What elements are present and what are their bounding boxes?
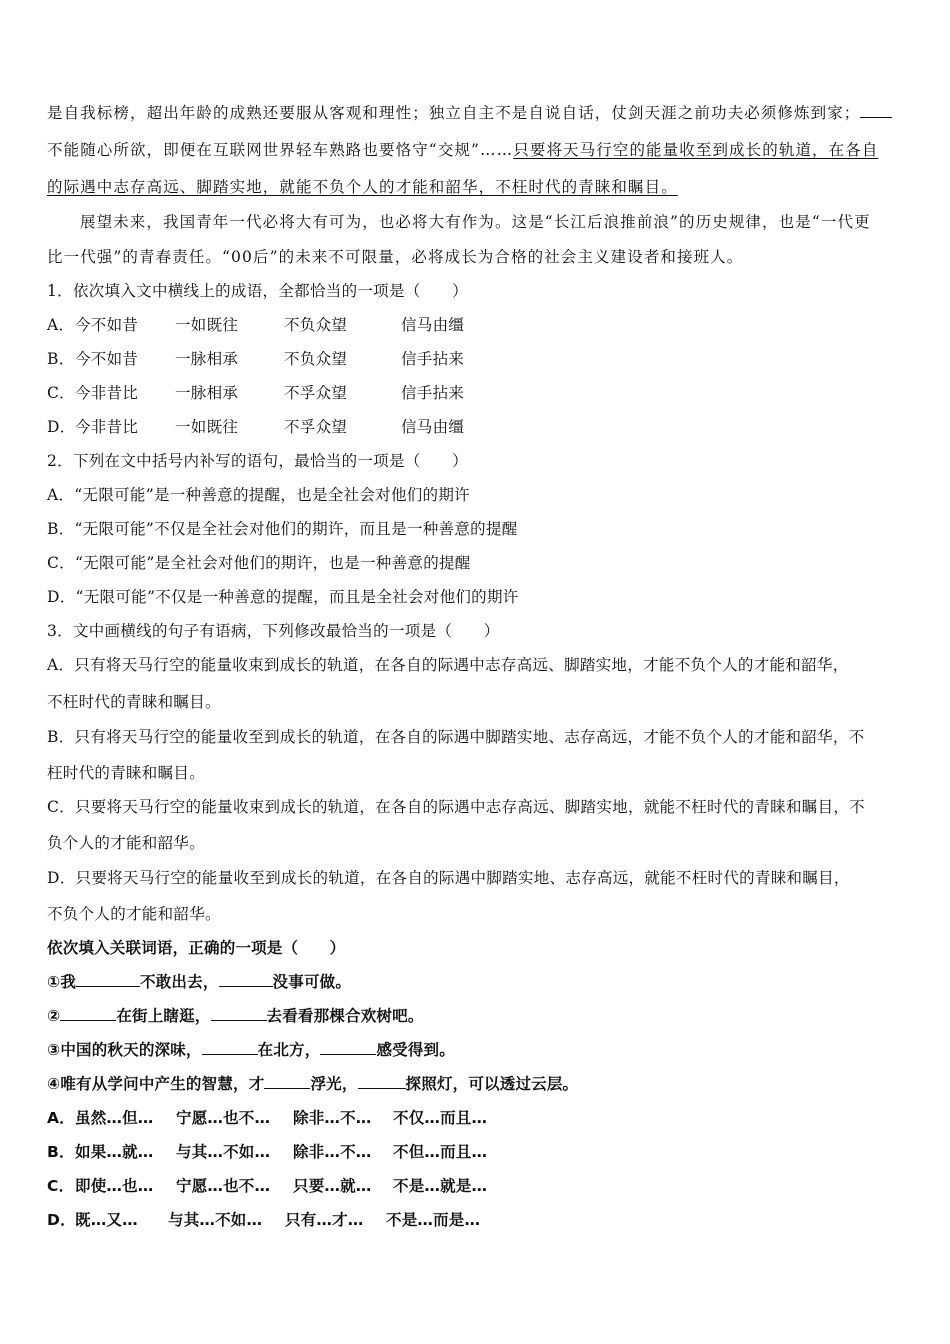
question-3-option-d[interactable]: D．只要将天马行空的能量收至到成长的轨道，在各自的际遇中脚踏实地、志存高远，就能不枉时代的青睐和瞩目， — [47, 869, 850, 887]
option-letter: D． — [47, 418, 76, 436]
sentence-text: ④唯有从学问中产生的智慧，才 — [47, 1075, 265, 1093]
fill-blank — [860, 103, 892, 118]
passage-line-5 — [47, 247, 743, 267]
underlined-sentence: 只要将天马行空的能量收至到成长的轨道，在各自 — [513, 141, 879, 159]
sentence-text: ③中国的秋天的深味， — [47, 1041, 202, 1059]
question-1-option-b[interactable] — [47, 349, 464, 369]
question-2-option-d[interactable]: D．“无限可能”不仅是一种善意的提醒，而且是全社会对他们的期许 — [47, 588, 519, 606]
option-letter: D． — [47, 1211, 76, 1229]
fill-blank — [264, 1074, 310, 1089]
sentence-text: ①我 — [47, 973, 77, 991]
question-1-stem: 1．依次填入文中横线上的成语，全都恰当的一项是（ ） — [47, 282, 468, 300]
option-letter: A． — [47, 1109, 75, 1127]
question-4-sentence-2 — [47, 1006, 424, 1026]
passage-line-2 — [47, 140, 878, 160]
option-item: 一脉相承 — [175, 384, 239, 402]
option-item: 与其…不如… — [168, 1211, 263, 1229]
question-1-option-a[interactable] — [47, 315, 464, 335]
option-item: 只要…就… — [293, 1177, 372, 1195]
question-4-sentence-1 — [47, 972, 351, 992]
question-3-option-b[interactable]: B．只有将天马行空的能量收至到成长的轨道，在各自的际遇中脚踏实地、志存高远，才能不负个人的才能和韶华，不 — [47, 728, 865, 746]
passage-line-3 — [47, 177, 678, 197]
sentence-text: 不敢出去， — [140, 973, 219, 991]
option-item: 不是…而是… — [386, 1211, 481, 1229]
sentence-text: 在街上瞎逛， — [116, 1007, 211, 1025]
option-item: 除非…不… — [293, 1143, 372, 1161]
option-letter: C． — [47, 384, 75, 402]
question-3-option-c[interactable]: C．只要将天马行空的能量收束到成长的轨道，在各自的际遇中志存高远、脚踏实地，就能不枉时代的青睐和瞩目，不 — [47, 798, 865, 816]
question-2-option-c[interactable]: C．“无限可能”是全社会对他们的期许，也是一种善意的提醒 — [47, 554, 471, 572]
option-item: 今非昔比 — [75, 418, 139, 436]
option-item: 除非…不… — [293, 1109, 372, 1127]
question-1-option-d[interactable] — [47, 417, 464, 437]
question-3-stem: 3．文中画横线的句子有语病，下列修改最恰当的一项是（ ） — [47, 622, 500, 640]
fill-blank — [76, 972, 140, 987]
option-item: 今非昔比 — [75, 384, 139, 402]
option-item: 只有…才… — [285, 1211, 364, 1229]
passage-text: 展望未来，我国青年一代必将大有可为，也必将大有作为。这是“长江后浪推前浪”的历史规律，也是“一代更 — [80, 213, 871, 231]
option-item: 信马由缰 — [401, 418, 465, 436]
question-3-option-c-cont[interactable]: 负个人的才能和韶华。 — [47, 834, 206, 852]
sentence-text: 在北方， — [257, 1041, 321, 1059]
question-3-option-d-cont[interactable]: 不负个人的才能和韶华。 — [47, 905, 221, 923]
option-item: 与其…不如… — [176, 1143, 271, 1161]
option-item: 虽然…但… — [75, 1109, 154, 1127]
option-item: 既…又… — [75, 1211, 138, 1229]
option-item: 信马由缰 — [401, 316, 465, 334]
option-item: 宁愿…也不… — [176, 1177, 271, 1195]
fill-blank — [219, 972, 273, 987]
question-3-option-a[interactable]: A．只有将天马行空的能量收束到成长的轨道，在各自的际遇中志存高远、脚踏实地，才能不负个人的才能和韶华， — [47, 656, 849, 674]
passage-line-4 — [80, 212, 871, 232]
underlined-sentence: 的际遇中志存高远、脚踏实地，就能不负个人的才能和韶华，不枉时代的青睐和瞩目。 — [47, 178, 678, 196]
fill-blank — [320, 1040, 376, 1055]
option-item: 一如既往 — [175, 316, 239, 334]
option-letter: C． — [47, 1177, 75, 1195]
option-item: 一脉相承 — [175, 350, 239, 368]
fill-blank — [358, 1074, 406, 1089]
option-item: 不是…就是… — [393, 1177, 488, 1195]
option-item: 一如既往 — [175, 418, 239, 436]
question-3-option-b-cont[interactable]: 枉时代的青睐和瞩目。 — [47, 764, 206, 782]
option-item: 不负众望 — [284, 350, 348, 368]
question-1-option-c[interactable] — [47, 383, 464, 403]
sentence-text: 没事可做。 — [272, 973, 352, 991]
sentence-text: ② — [47, 1007, 61, 1025]
option-item: 不孚众望 — [284, 384, 348, 402]
fill-blank — [211, 1006, 267, 1021]
sentence-text: 感受得到。 — [376, 1041, 455, 1059]
option-item: 今不如昔 — [75, 350, 139, 368]
option-letter: A． — [47, 316, 75, 334]
sentence-text: 去看看那棵合欢树吧。 — [266, 1007, 424, 1025]
sentence-text: 探照灯，可以透过云层。 — [405, 1075, 579, 1093]
question-4-option-a[interactable] — [47, 1108, 487, 1128]
option-letter: B． — [47, 1143, 75, 1161]
option-item: 如果…就… — [75, 1143, 154, 1161]
option-item: 不孚众望 — [284, 418, 348, 436]
question-3-option-a-cont[interactable]: 不枉时代的青睐和瞩目。 — [47, 693, 221, 711]
question-4-stem: 依次填入关联词语，正确的一项是（ ） — [47, 939, 346, 957]
option-item: 不但…而且… — [393, 1143, 488, 1161]
option-item: 即使…也… — [75, 1177, 154, 1195]
passage-text: 比一代强”的青春责任。“00后”的未来不可限量，必将成长为合格的社会主义建设者和接班人。 — [47, 248, 744, 266]
option-item: 信手拈来 — [401, 384, 465, 402]
option-item: 信手拈来 — [401, 350, 465, 368]
question-4-sentence-3 — [47, 1040, 455, 1060]
question-4-option-d[interactable] — [47, 1210, 480, 1230]
option-item: 宁愿…也不… — [176, 1109, 271, 1127]
question-2-option-b[interactable]: B．“无限可能”不仅是全社会对他们的期许，而且是一种善意的提醒 — [47, 520, 518, 538]
passage-text: 是自我标榜，超出年龄的成熟还要服从客观和理性；独立自主不是自说自话，仗剑天涯之前功夫必须修炼到家； — [47, 104, 861, 122]
option-letter: B． — [47, 350, 75, 368]
passage-line-1 — [47, 103, 892, 123]
question-4-option-b[interactable] — [47, 1142, 487, 1162]
fill-blank — [60, 1006, 116, 1021]
option-item: 不仅…而且… — [393, 1109, 488, 1127]
passage-text: 不能随心所欲，即便在互联网世界轻车熟路也要恪守“交规”…… — [47, 141, 514, 159]
question-4-option-c[interactable] — [47, 1176, 487, 1196]
option-item: 今不如昔 — [75, 316, 139, 334]
option-item: 不负众望 — [284, 316, 348, 334]
question-2-option-a[interactable]: A．“无限可能”是一种善意的提醒，也是全社会对他们的期许 — [47, 486, 470, 504]
question-4-sentence-4 — [47, 1074, 578, 1094]
sentence-text: 浮光， — [310, 1075, 358, 1093]
question-2-stem: 2．下列在文中括号内补写的语句，最恰当的一项是（ ） — [47, 452, 468, 470]
fill-blank — [202, 1040, 258, 1055]
